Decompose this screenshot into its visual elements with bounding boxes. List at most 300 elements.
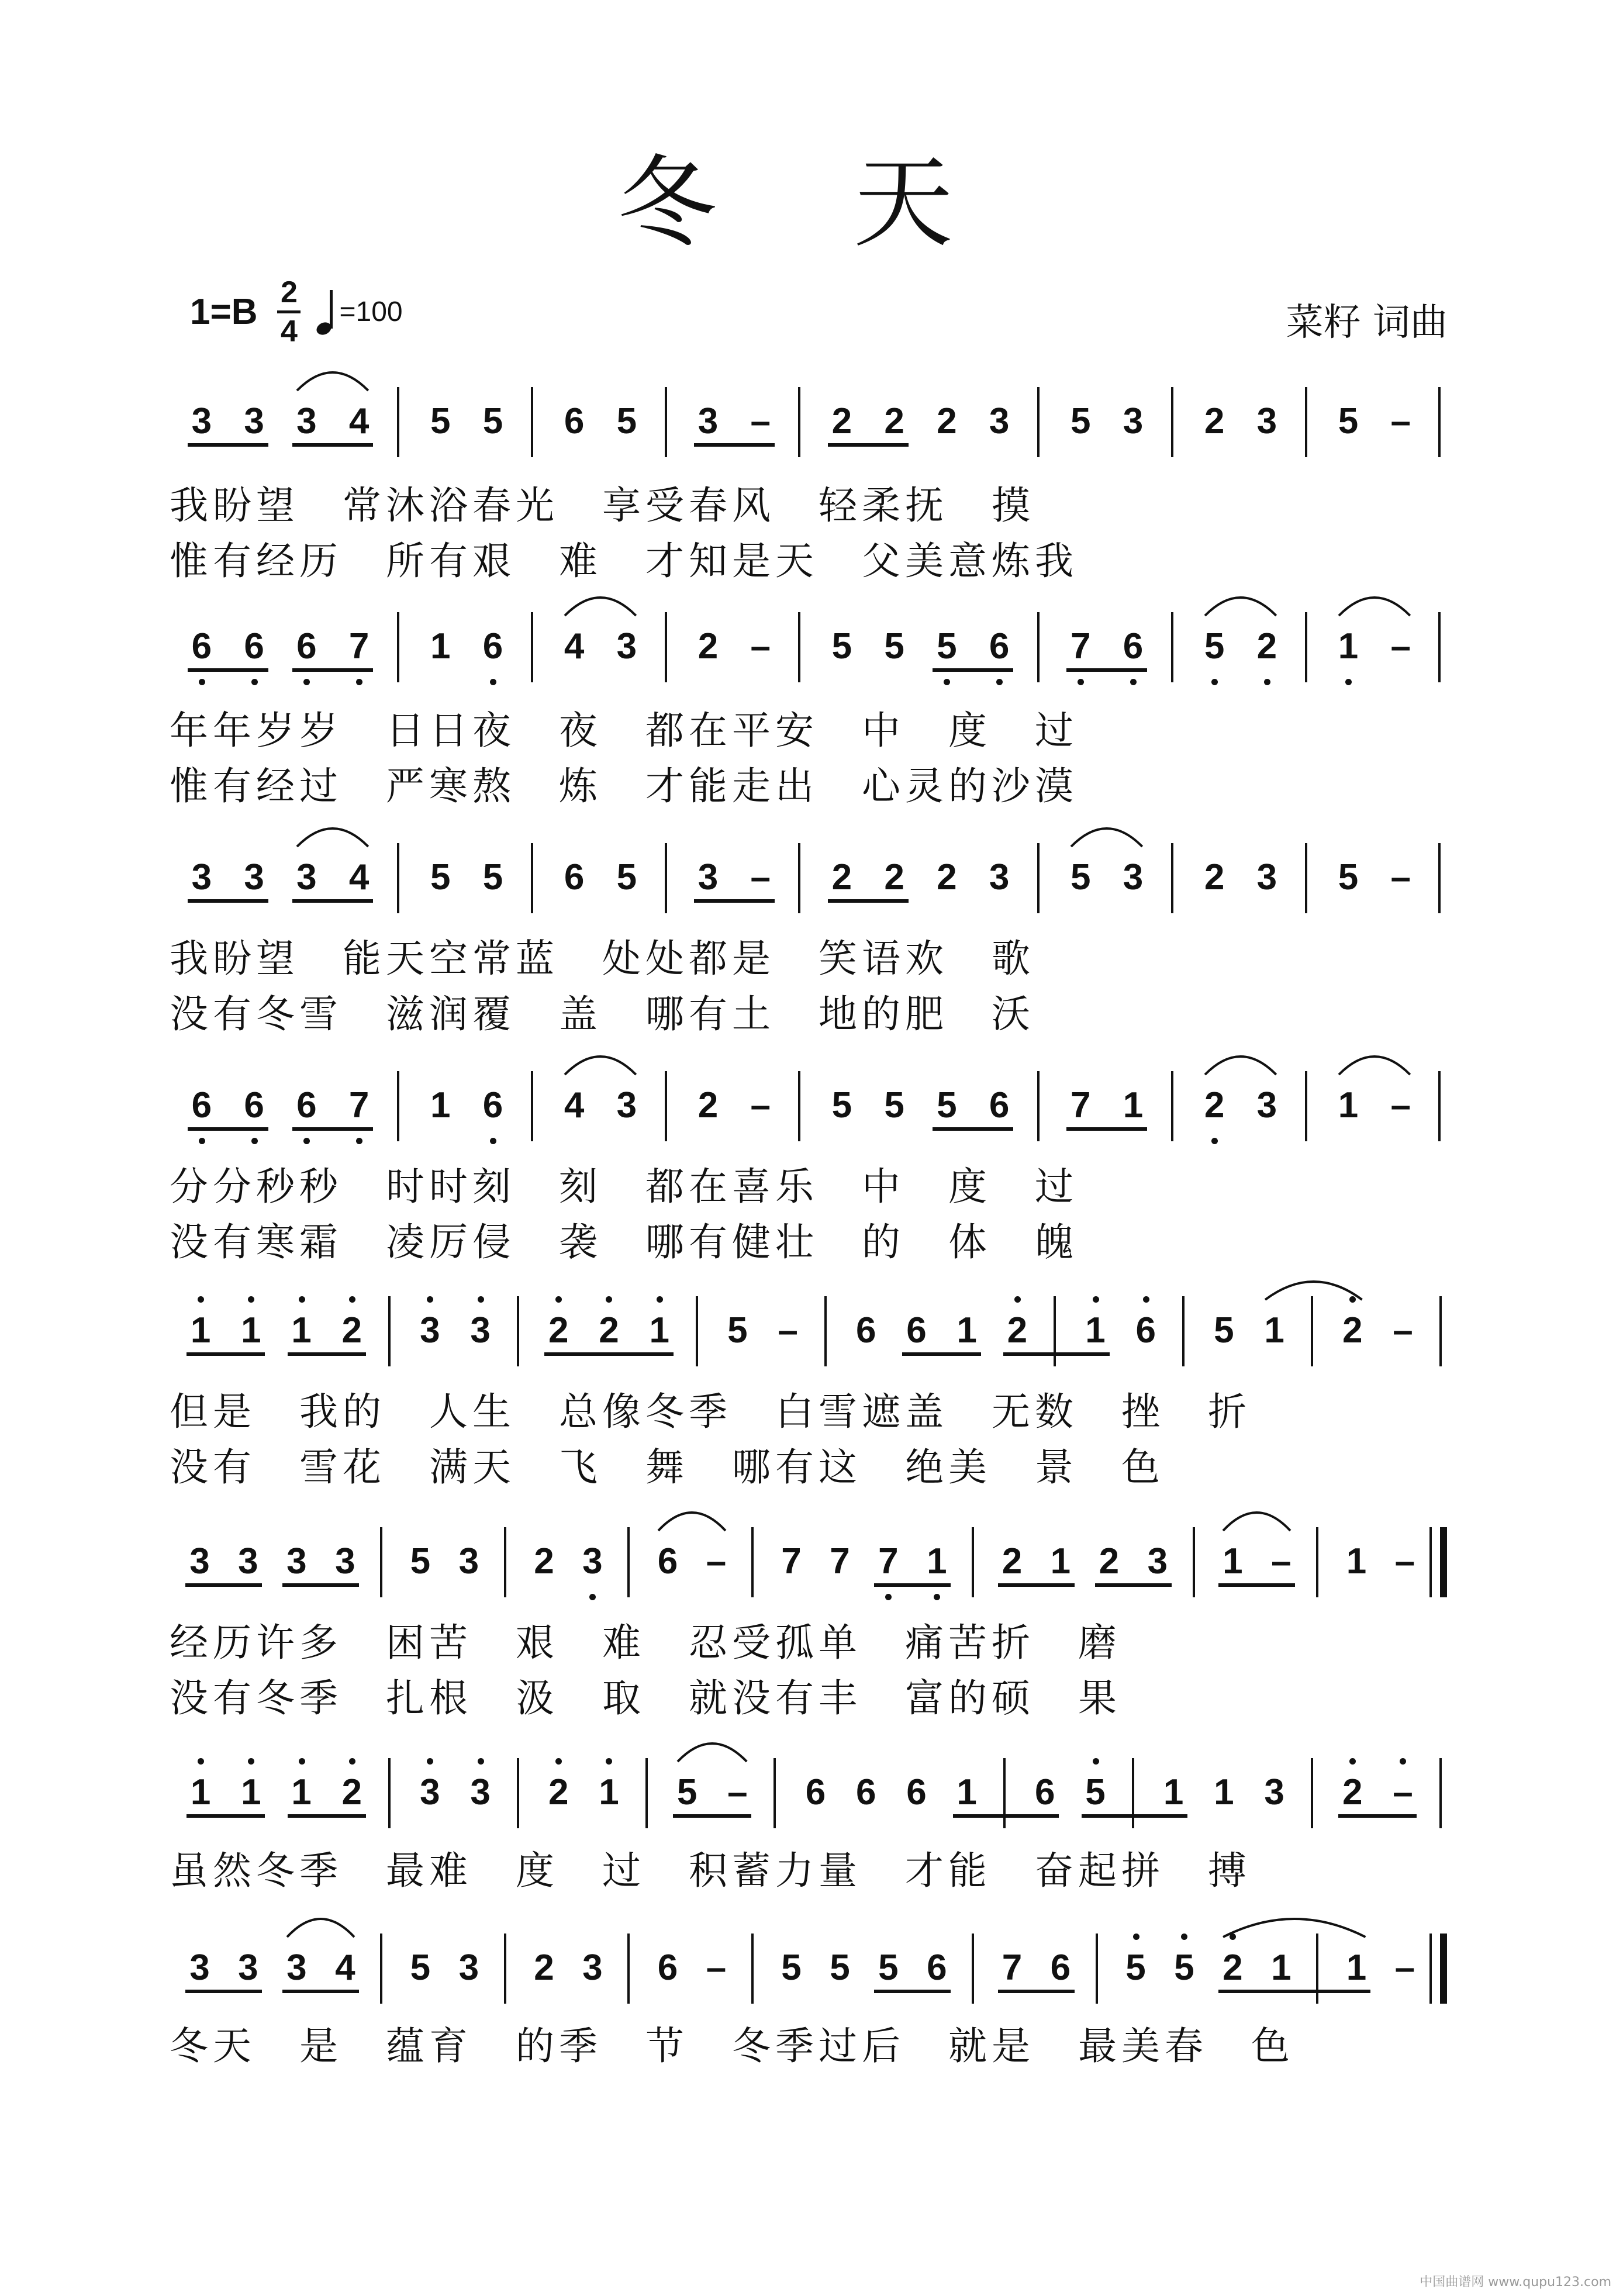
eighth-underline — [998, 1990, 1075, 1993]
note-digit: 1 — [1264, 1310, 1284, 1351]
barline — [1037, 843, 1040, 913]
barline — [1054, 1296, 1056, 1366]
lyric-line: 虽然冬季 最难 度 过 积蓄力量 才能 奋起拼 搏 — [170, 1848, 1251, 1893]
note-digit: 6 — [1035, 1772, 1055, 1812]
note-digit: 2 — [1002, 1541, 1023, 1582]
low-octave-dot — [303, 1138, 310, 1144]
note-digit: 2 — [884, 401, 904, 441]
note-digit: 2 — [341, 1772, 362, 1812]
low-octave-dot — [303, 679, 310, 685]
dash-hold: – — [750, 626, 771, 667]
eighth-underline — [1066, 668, 1147, 672]
barline — [1438, 1071, 1441, 1141]
key-signature-block — [190, 275, 403, 348]
notation-row — [0, 374, 1623, 462]
note-digit: 5 — [781, 1948, 802, 1988]
low-octave-dot — [490, 679, 496, 685]
barline — [1003, 1758, 1006, 1828]
eighth-underline — [188, 668, 268, 672]
note-digit: 5 — [937, 626, 957, 667]
barline — [380, 1934, 382, 2004]
dash-hold: – — [1393, 1310, 1413, 1351]
note-digit: 3 — [420, 1772, 440, 1812]
note-digit: 3 — [191, 857, 212, 897]
note-digit: 5 — [482, 401, 503, 441]
note-digit: 1 — [1123, 1085, 1144, 1125]
eighth-underline — [292, 1127, 373, 1131]
note-digit: 6 — [244, 626, 264, 667]
note-digit: 2 — [1204, 1085, 1225, 1125]
dash-hold: – — [778, 1310, 798, 1351]
note-digit: 3 — [335, 1541, 355, 1582]
eighth-underline — [185, 1583, 262, 1587]
barline — [665, 387, 667, 457]
slur-arc — [656, 1500, 728, 1535]
dash-hold: – — [706, 1541, 727, 1582]
note-digit: 3 — [238, 1948, 258, 1988]
dash-hold: – — [1394, 1948, 1415, 1988]
barline — [1316, 1934, 1318, 2004]
note-digit: 7 — [348, 626, 370, 667]
high-octave-dot — [606, 1758, 612, 1765]
note-digit: 5 — [884, 1085, 904, 1125]
low-octave-dot — [1130, 679, 1137, 685]
note-digit: 3 — [420, 1310, 440, 1351]
note-digit: 6 — [1135, 1310, 1156, 1351]
note-digit: 6 — [989, 626, 1010, 667]
note-digit: 7 — [781, 1541, 802, 1582]
eighth-underline — [933, 1127, 1013, 1131]
barline — [696, 1296, 698, 1366]
barline — [972, 1527, 974, 1597]
low-octave-dot — [1211, 1138, 1218, 1144]
barline — [1171, 387, 1173, 457]
note-digit: 2 — [1099, 1541, 1120, 1582]
lyric-line: 我盼望 能天空常蓝 处处都是 笑语欢 歌 — [170, 936, 1035, 981]
slur-arc — [675, 1731, 749, 1766]
slur-arc — [1203, 585, 1279, 620]
high-octave-dot — [427, 1758, 433, 1765]
lyric-line: 经历许多 困苦 艰 难 忍受孤单 痛苦折 磨 — [170, 1620, 1121, 1665]
barline — [645, 1758, 648, 1828]
note-digit: 2 — [548, 1310, 569, 1351]
lyric-line: 没有寒霜 凌厉侵 袭 哪有健壮 的 体 魄 — [170, 1220, 1078, 1265]
note-digit: 5 — [430, 401, 451, 441]
barline — [1171, 612, 1173, 682]
barline — [1171, 1071, 1173, 1141]
high-octave-dot — [555, 1758, 562, 1765]
lyric-line: 没有 雪花 满天 飞 舞 哪有这 绝美 景 色 — [170, 1445, 1165, 1490]
note-digit: 4 — [348, 857, 370, 897]
note-digit: 3 — [697, 857, 719, 897]
barline — [627, 1527, 630, 1597]
note-digit: 2 — [831, 401, 852, 441]
note-digit: 3 — [582, 1948, 603, 1988]
note-digit: 6 — [906, 1310, 927, 1351]
eighth-underline — [282, 1990, 359, 1993]
note-digit: 2 — [1342, 1772, 1363, 1812]
eighth-underline — [902, 1352, 980, 1356]
barline — [972, 1934, 974, 2004]
slur-arc — [295, 816, 371, 851]
note-digit: 1 — [1050, 1541, 1071, 1582]
high-octave-dot — [299, 1296, 305, 1303]
barline — [1438, 387, 1441, 457]
barline — [1037, 1071, 1040, 1141]
note-digit: 4 — [335, 1948, 355, 1988]
low-octave-dot — [996, 679, 1003, 685]
barline — [531, 387, 533, 457]
note-digit: 1 — [430, 1085, 451, 1125]
barline — [397, 612, 399, 682]
barline — [1182, 1296, 1185, 1366]
note-digit: 1 — [956, 1310, 977, 1351]
note-digit: 3 — [470, 1310, 491, 1351]
high-octave-dot — [198, 1296, 204, 1303]
slur-arc — [562, 1044, 638, 1079]
note-digit: 1 — [1214, 1772, 1234, 1812]
slur-arc — [1221, 1907, 1368, 1942]
low-octave-dot — [1264, 679, 1270, 685]
dash-hold: – — [727, 1772, 748, 1812]
high-octave-dot — [555, 1296, 562, 1303]
low-octave-dot — [885, 1594, 892, 1600]
lyric-line: 我盼望 常沐浴春光 享受春风 轻柔抚 摸 — [170, 483, 1035, 528]
dash-hold: – — [750, 1085, 771, 1125]
note-digit: 2 — [831, 857, 852, 897]
note-digit: 3 — [244, 857, 264, 897]
barline — [1316, 1527, 1318, 1597]
note-digit: 2 — [1223, 1948, 1243, 1988]
high-octave-dot — [657, 1296, 663, 1303]
eighth-underline — [292, 668, 373, 672]
barline — [627, 1934, 630, 2004]
note-digit: 6 — [906, 1772, 927, 1812]
note-digit: 3 — [697, 401, 719, 441]
note-digit: 3 — [989, 857, 1010, 897]
eighth-underline — [1003, 1352, 1110, 1356]
note-digit: 2 — [1204, 857, 1225, 897]
lyric-line: 冬天 是 蕴育 的季 节 冬季过后 就是 最美春 色 — [170, 2024, 1294, 2069]
note-digit: 6 — [855, 1310, 876, 1351]
note-digit: 3 — [1256, 1085, 1277, 1125]
note-digit: 6 — [482, 626, 503, 667]
high-octave-dot — [478, 1296, 484, 1303]
dash-hold: – — [1390, 401, 1411, 441]
note-digit: 4 — [564, 626, 585, 667]
note-digit: 6 — [989, 1085, 1010, 1125]
lyric-line: 惟有经过 严寒熬 炼 才能走出 心灵的沙漠 — [170, 764, 1078, 809]
lyric-line: 没有冬季 扎根 汲 取 就没有丰 富的硕 果 — [170, 1676, 1121, 1721]
slur-arc — [1337, 585, 1413, 620]
barline — [388, 1296, 391, 1366]
high-octave-dot — [427, 1296, 433, 1303]
low-octave-dot — [1078, 679, 1084, 685]
high-octave-dot — [349, 1296, 355, 1303]
lyric-line: 惟有经历 所有艰 难 才知是天 父美意炼我 — [170, 538, 1078, 584]
eighth-underline — [1218, 1583, 1295, 1587]
barline — [517, 1758, 519, 1828]
barline — [1171, 843, 1173, 913]
note-digit: 2 — [548, 1772, 569, 1812]
barline — [1193, 1527, 1195, 1597]
barline — [388, 1758, 391, 1828]
note-digit: 5 — [937, 1085, 957, 1125]
barline — [504, 1527, 506, 1597]
barline — [751, 1527, 754, 1597]
slur-arc — [1337, 1044, 1413, 1079]
note-digit: 3 — [244, 401, 264, 441]
final-barline — [1440, 1934, 1447, 2004]
slur-arc — [1263, 1269, 1365, 1304]
note-digit: 5 — [727, 1310, 748, 1351]
note-digit: 5 — [831, 1085, 852, 1125]
lyric-line: 没有冬雪 滋润覆 盖 哪有土 地的肥 沃 — [170, 992, 1035, 1037]
barline — [1439, 1296, 1442, 1366]
eighth-underline — [292, 899, 373, 903]
low-octave-dot — [251, 1138, 258, 1144]
high-octave-dot — [1093, 1758, 1099, 1765]
note-digit: 3 — [458, 1541, 479, 1582]
note-digit: 1 — [241, 1772, 261, 1812]
note-digit: 5 — [430, 857, 451, 897]
note-digit: 6 — [1123, 626, 1144, 667]
note-digit: 6 — [1050, 1948, 1071, 1988]
barline — [665, 843, 667, 913]
note-digit: 5 — [878, 1948, 899, 1988]
note-digit: 6 — [191, 626, 212, 667]
note-digit: 2 — [1204, 401, 1225, 441]
note-digit: 5 — [616, 857, 637, 897]
low-octave-dot — [356, 1138, 362, 1144]
dash-hold: – — [1390, 626, 1411, 667]
time-signature — [277, 276, 301, 348]
note-digit: 7 — [348, 1085, 370, 1125]
barline — [1305, 1071, 1307, 1141]
eighth-underline — [187, 1352, 265, 1356]
note-digit: 1 — [190, 1772, 211, 1812]
high-octave-dot — [1400, 1758, 1406, 1765]
eighth-underline — [828, 899, 909, 903]
low-octave-dot — [199, 1138, 205, 1144]
note-digit: 2 — [1007, 1310, 1028, 1351]
eighth-underline — [1066, 1127, 1147, 1131]
high-octave-dot — [1181, 1934, 1187, 1940]
barline — [397, 843, 399, 913]
note-digit: 5 — [1085, 1772, 1106, 1812]
quarter-note-icon — [316, 285, 339, 338]
high-octave-dot — [1133, 1934, 1139, 1940]
barline — [1305, 843, 1307, 913]
note-digit: 3 — [189, 1948, 210, 1988]
eighth-underline — [288, 1352, 366, 1356]
eighth-underline — [694, 443, 775, 447]
high-octave-dot — [198, 1758, 204, 1765]
low-octave-dot — [944, 679, 950, 685]
note-digit: 5 — [616, 401, 637, 441]
barline — [665, 1071, 667, 1141]
barline — [531, 843, 533, 913]
high-octave-dot — [1014, 1296, 1021, 1303]
eighth-underline — [694, 899, 775, 903]
eighth-underline — [187, 1814, 265, 1818]
barline — [1305, 612, 1307, 682]
eighth-underline — [1338, 1814, 1417, 1818]
note-digit: 1 — [430, 626, 451, 667]
note-digit: 6 — [244, 1085, 264, 1125]
dash-hold: – — [1390, 857, 1411, 897]
low-octave-dot — [251, 679, 258, 685]
barline — [1096, 1934, 1098, 2004]
eighth-underline — [544, 1352, 673, 1356]
low-octave-dot — [356, 679, 362, 685]
note-digit: 2 — [884, 857, 904, 897]
note-digit: 2 — [599, 1310, 619, 1351]
barline — [397, 387, 399, 457]
dash-hold: – — [1394, 1541, 1415, 1582]
note-digit: 4 — [564, 1085, 585, 1125]
barline — [798, 612, 800, 682]
dash-hold: – — [706, 1948, 727, 1988]
high-octave-dot — [248, 1296, 254, 1303]
high-octave-dot — [299, 1758, 305, 1765]
note-digit: 6 — [191, 1085, 212, 1125]
time-signature-bottom: 4 — [281, 314, 298, 348]
note-digit: 6 — [805, 1772, 826, 1812]
note-digit: 3 — [296, 857, 317, 897]
author-credit: 菜籽 词曲 — [1286, 301, 1448, 344]
note-digit: 3 — [616, 626, 637, 667]
note-digit: 2 — [341, 1310, 362, 1351]
lyric-line: 但是 我的 人生 总像冬季 白雪遮盖 无数 挫 折 — [170, 1389, 1251, 1434]
note-digit: 2 — [697, 1085, 719, 1125]
note-digit: 1 — [291, 1310, 312, 1351]
lyric-line: 年年岁岁 日日夜 夜 都在平安 中 度 过 — [170, 708, 1078, 753]
barline — [1132, 1758, 1134, 1828]
barline — [531, 612, 533, 682]
note-digit: 5 — [1174, 1948, 1194, 1988]
low-octave-dot — [199, 679, 205, 685]
final-barline — [1440, 1527, 1447, 1597]
note-digit: 2 — [1256, 626, 1277, 667]
note-digit: 3 — [1123, 401, 1144, 441]
barline — [531, 1071, 533, 1141]
note-digit: 2 — [937, 857, 957, 897]
note-digit: 3 — [189, 1541, 210, 1582]
low-octave-dot — [934, 1594, 940, 1600]
eighth-underline — [1095, 1583, 1172, 1587]
eighth-underline — [292, 443, 373, 447]
barline — [798, 387, 800, 457]
barline — [1438, 612, 1441, 682]
note-digit: 1 — [190, 1310, 211, 1351]
note-digit: 2 — [534, 1948, 554, 1988]
watermark: 中国曲谱网 www.qupu123.com — [1420, 2275, 1611, 2290]
high-octave-dot — [606, 1296, 612, 1303]
low-octave-dot — [1211, 679, 1218, 685]
note-digit: 7 — [1002, 1948, 1023, 1988]
high-octave-dot — [248, 1758, 254, 1765]
notation-row — [0, 830, 1623, 918]
eighth-underline — [874, 1583, 951, 1587]
eighth-underline — [933, 668, 1013, 672]
note-digit: 1 — [241, 1310, 261, 1351]
barline — [798, 843, 800, 913]
note-digit: 3 — [1256, 401, 1277, 441]
note-digit: 1 — [599, 1772, 619, 1812]
high-octave-dot — [1349, 1758, 1356, 1765]
eighth-underline — [953, 1814, 1059, 1818]
eighth-underline — [188, 1127, 268, 1131]
note-digit: 7 — [830, 1541, 850, 1582]
note-digit: 1 — [1346, 1948, 1367, 1988]
note-digit: 2 — [697, 626, 719, 667]
note-digit: 2 — [937, 401, 957, 441]
lyric-line: 分分秒秒 时时刻 刻 都在喜乐 中 度 过 — [170, 1164, 1078, 1209]
note-digit: 3 — [616, 1085, 637, 1125]
eighth-underline — [1082, 1814, 1188, 1818]
dash-hold: – — [1271, 1541, 1292, 1582]
barline — [504, 1934, 506, 2004]
barline — [1429, 1527, 1432, 1597]
note-digit: 1 — [1271, 1948, 1292, 1988]
barline — [773, 1758, 776, 1828]
notation-row — [0, 1514, 1623, 1602]
note-digit: 1 — [1085, 1310, 1106, 1351]
note-digit: 5 — [884, 626, 904, 667]
barline — [517, 1296, 519, 1366]
high-octave-dot — [478, 1758, 484, 1765]
slur-arc — [295, 360, 371, 395]
note-digit: 5 — [831, 626, 852, 667]
note-digit: 1 — [956, 1772, 977, 1812]
note-digit: 6 — [564, 857, 585, 897]
note-digit: 5 — [1125, 1948, 1146, 1988]
barline — [1037, 387, 1040, 457]
time-signature-top: 2 — [281, 275, 298, 309]
note-digit: 5 — [1338, 401, 1359, 441]
note-digit: 6 — [657, 1948, 678, 1988]
eighth-underline — [282, 1583, 359, 1587]
note-digit: 7 — [1071, 626, 1091, 667]
note-digit: 3 — [238, 1541, 258, 1582]
dash-hold: – — [750, 857, 771, 897]
note-digit: 5 — [1071, 401, 1091, 441]
eighth-underline — [288, 1814, 366, 1818]
dash-hold: – — [750, 401, 771, 441]
note-digit: 5 — [1338, 857, 1359, 897]
note-digit: 2 — [1342, 1310, 1363, 1351]
note-digit: 3 — [582, 1541, 603, 1582]
note-digit: 1 — [927, 1541, 947, 1582]
notation-row — [0, 599, 1623, 687]
eighth-underline — [1218, 1990, 1370, 1993]
barline — [380, 1527, 382, 1597]
low-octave-dot — [1345, 679, 1352, 685]
low-octave-dot — [490, 1138, 496, 1144]
page-title: 冬 天 — [617, 146, 1006, 261]
slur-arc — [1069, 816, 1145, 851]
notation-row — [0, 1921, 1623, 2008]
barline — [1311, 1296, 1313, 1366]
low-octave-dot — [589, 1594, 596, 1600]
note-digit: 1 — [1163, 1772, 1184, 1812]
dash-hold: – — [1393, 1772, 1413, 1812]
note-digit: 1 — [1223, 1541, 1243, 1582]
barline — [665, 612, 667, 682]
barline — [1438, 843, 1441, 913]
note-digit: 3 — [1264, 1772, 1284, 1812]
